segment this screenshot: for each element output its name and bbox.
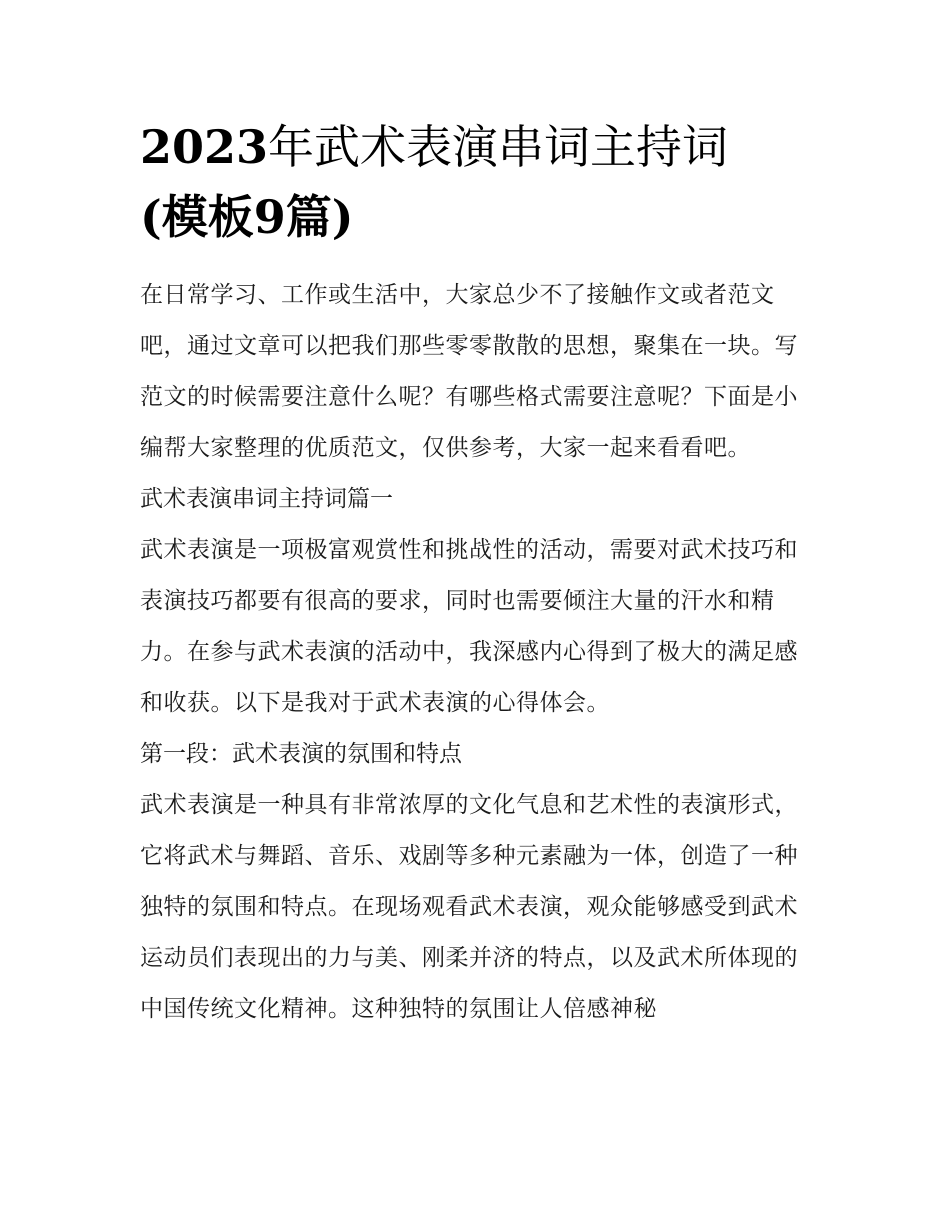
section-paragraph: 武术表演是一项极富观赏性和挑战性的活动，需要对武术技巧和表演技巧都要有很高的要求，同时也需要倾注大量的汗水和精力。在参与武术表演的活动中，我深感内心得到了极大的满足感和收获。以下是我对于武术表演的心得体会。 bbox=[140, 537, 798, 716]
title-close: 篇) bbox=[285, 190, 354, 244]
subsection-heading: 第一段：武术表演的氛围和特点 bbox=[140, 741, 462, 767]
title-open: (模板 bbox=[140, 190, 254, 244]
intro-paragraph: 在日常学习、工作或生活中，大家总少不了接触作文或者范文吧，通过文章可以把我们那些零零散散的思想，聚集在一块。写范文的时候需要注意什么呢？有哪些格式需要注意呢？下面是小编帮大家整理的优质范文，仅供参考，大家一起来看看吧。 bbox=[140, 282, 798, 461]
section-heading: 武术表演串词主持词篇一 bbox=[140, 486, 393, 512]
title-text: 年武术表演串词主持词 bbox=[268, 120, 729, 174]
document-title bbox=[140, 112, 820, 252]
subsection-paragraph: 武术表演是一种具有非常浓厚的文化气息和艺术性的表演形式，它将武术与舞蹈、音乐、戏剧等多种元素融为一体，创造了一种独特的氛围和特点。在现场观看武术表演，观众能够感受到武术运动员们表现出的力与美、刚柔并济的特点，以及武术所体现的中国传统文化精神。这种独特的氛围让人倍感神秘 bbox=[140, 792, 798, 1022]
document-page bbox=[140, 112, 820, 1035]
title-line-2 bbox=[140, 182, 820, 252]
title-year: 2023 bbox=[140, 120, 269, 174]
title-line-1 bbox=[140, 112, 820, 182]
title-count: 9 bbox=[253, 190, 286, 244]
